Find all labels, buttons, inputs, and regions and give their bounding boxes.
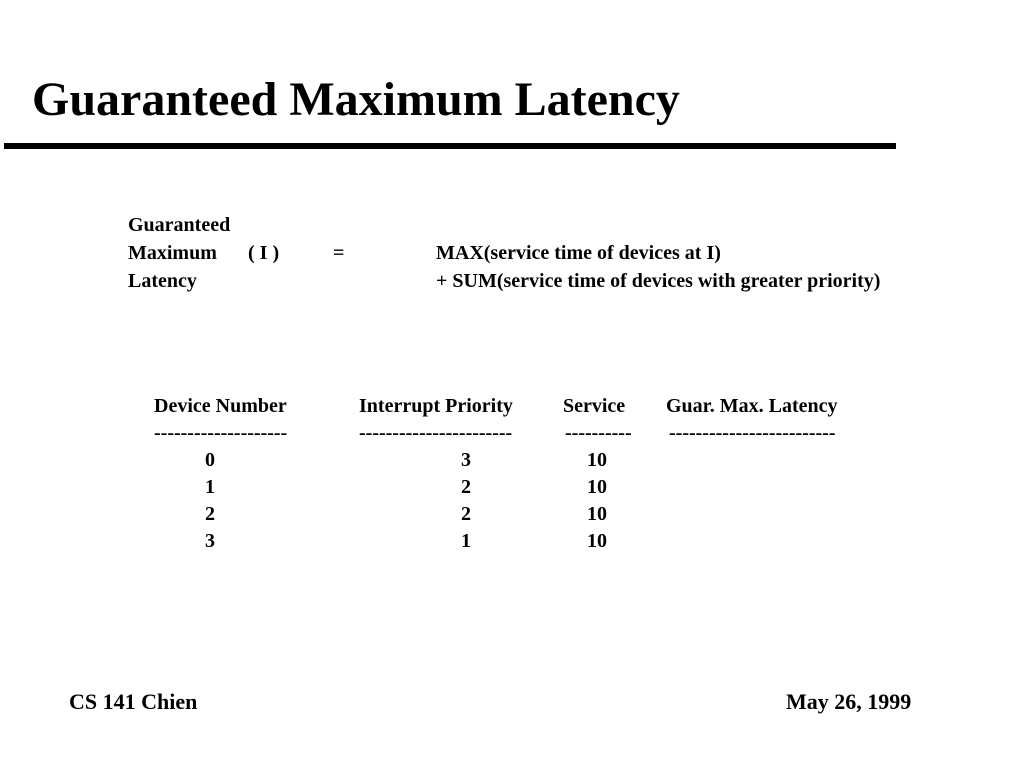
title-underline: [4, 143, 896, 149]
separator-service: ----------: [565, 422, 632, 444]
cell-device-3: 3: [205, 530, 215, 552]
cell-service-0: 10: [587, 449, 607, 471]
cell-service-2: 10: [587, 503, 607, 525]
header-service: Service: [563, 395, 626, 417]
cell-device-2: 2: [205, 503, 215, 525]
cell-service-1: 10: [587, 476, 607, 498]
cell-priority-3: 1: [461, 530, 471, 552]
formula-lhs-line1: Guaranteed: [128, 214, 231, 236]
formula-lhs-line3: Latency: [128, 270, 197, 292]
header-interrupt-priority: Interrupt Priority: [359, 395, 513, 417]
cell-priority-2: 2: [461, 503, 471, 525]
separator-device-number: --------------------: [154, 422, 288, 444]
footer-course: CS 141 Chien: [69, 689, 198, 714]
cell-priority-1: 2: [461, 476, 471, 498]
cell-service-3: 10: [587, 530, 607, 552]
separator-guar-max-latency: -------------------------: [669, 422, 836, 444]
cell-priority-0: 3: [461, 449, 471, 471]
formula-lhs-line2: Maximum: [128, 242, 217, 264]
separator-interrupt-priority: -----------------------: [359, 422, 513, 444]
formula-argument: ( I ): [248, 242, 280, 264]
formula-equals: =: [333, 242, 345, 264]
header-device-number: Device Number: [154, 395, 287, 417]
slide-title: Guaranteed Maximum Latency: [32, 73, 680, 126]
cell-device-0: 0: [205, 449, 215, 471]
cell-device-1: 1: [205, 476, 215, 498]
header-guar-max-latency: Guar. Max. Latency: [666, 395, 838, 417]
footer-date: May 26, 1999: [786, 689, 912, 714]
formula-rhs-line2: + SUM(service time of devices with greater priority): [436, 270, 881, 292]
formula-rhs-line1: MAX(service time of devices at I): [436, 242, 721, 264]
